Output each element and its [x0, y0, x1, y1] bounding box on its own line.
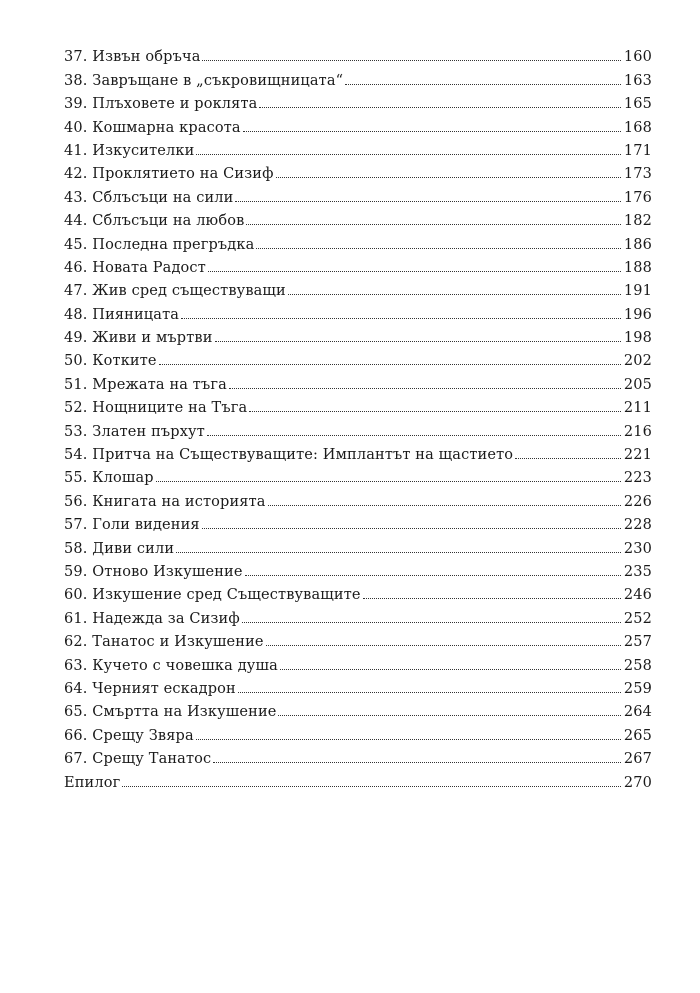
toc-entry — [64, 650, 652, 673]
toc-entry-title: 57. Голи видения — [64, 517, 200, 534]
toc-entry-title: 55. Клошар — [64, 470, 154, 487]
dot-leader — [245, 575, 621, 576]
toc-entry-page-number: 191 — [623, 283, 652, 300]
dot-leader — [256, 248, 620, 249]
toc-entry-title: Епилог — [64, 774, 121, 791]
toc-entry-page-number: 163 — [623, 72, 652, 89]
toc-entry-title: 53. Златен пърхут — [64, 423, 205, 440]
toc-entry — [64, 206, 652, 229]
toc-entry-page-number: 270 — [623, 774, 652, 791]
toc-entry-title: 64. Черният ескадрон — [64, 680, 236, 697]
toc-entry-title: 46. Новата Радост — [64, 259, 206, 276]
toc-entry-page-number: 202 — [623, 353, 652, 370]
toc-entry-page-number: 182 — [623, 213, 652, 230]
toc-entry-title: 60. Изкушение сред Съществуващите — [64, 587, 361, 604]
toc-entry-title: 63. Кучето с човешка душа — [64, 657, 278, 674]
toc-entry — [64, 580, 652, 603]
dot-leader — [276, 177, 621, 178]
toc-entry-page-number: 265 — [623, 727, 652, 744]
toc-entry-page-number: 188 — [623, 259, 652, 276]
toc-entry-page-number: 252 — [623, 610, 652, 627]
dot-leader — [363, 598, 621, 599]
toc-entry — [64, 744, 652, 767]
dot-leader — [207, 435, 621, 436]
toc-entry-page-number: 264 — [623, 704, 652, 721]
toc-entry-page-number: 173 — [623, 166, 652, 183]
toc-entry-page-number: 198 — [623, 330, 652, 347]
toc-entry — [64, 533, 652, 556]
toc-entry — [64, 112, 652, 135]
toc-entry-title: 44. Сблъсъци на любов — [64, 213, 245, 230]
dot-leader — [196, 154, 620, 155]
toc-entry-page-number: 171 — [623, 142, 652, 159]
toc-entry — [64, 510, 652, 533]
toc-entry-page-number: 168 — [623, 119, 652, 136]
toc-entry — [64, 486, 652, 509]
toc-entry-title: 47. Жив сред съществуващи — [64, 283, 286, 300]
toc-entry — [64, 369, 652, 392]
toc-entry-page-number: 267 — [623, 751, 652, 768]
toc-entry — [64, 182, 652, 205]
dot-leader — [235, 201, 620, 202]
dot-leader — [213, 762, 621, 763]
dot-leader — [246, 224, 620, 225]
toc-entry-page-number: 211 — [623, 400, 652, 417]
toc-entry-title: 42. Проклятието на Сизиф — [64, 166, 274, 183]
toc-entry — [64, 720, 652, 743]
dot-leader — [259, 107, 620, 108]
dot-leader — [215, 341, 621, 342]
toc-entry-page-number: 221 — [623, 447, 652, 464]
dot-leader — [243, 131, 621, 132]
dot-leader — [249, 411, 621, 412]
dot-leader — [156, 481, 621, 482]
dot-leader — [345, 84, 621, 85]
toc-entry-title: 39. Плъховете и роклята — [64, 96, 258, 113]
toc-entry — [64, 440, 652, 463]
toc-entry-page-number: 257 — [623, 634, 652, 651]
dot-leader — [122, 786, 621, 787]
dot-leader — [280, 669, 621, 670]
toc-entry-title: 48. Пияницата — [64, 306, 180, 323]
toc-entry-title: 49. Живи и мъртви — [64, 330, 213, 347]
toc-entry — [64, 42, 652, 65]
toc-entry-title: 52. Нощниците на Тъга — [64, 400, 248, 417]
toc-entry-page-number: 186 — [623, 236, 652, 253]
toc-entry-page-number: 246 — [623, 587, 652, 604]
toc-entry — [64, 229, 652, 252]
toc-entry-title: 58. Диви сили — [64, 540, 175, 557]
dot-leader — [202, 528, 621, 529]
toc-entry-title: 65. Смъртта на Изкушение — [64, 704, 277, 721]
toc-entry-page-number: 259 — [623, 680, 652, 697]
toc-entry — [64, 463, 652, 486]
dot-leader — [266, 645, 621, 646]
toc-entry-page-number: 228 — [623, 517, 652, 534]
toc-entry-page-number: 226 — [623, 493, 652, 510]
dot-leader — [288, 294, 621, 295]
toc-entry-title: 61. Надежда за Сизиф — [64, 610, 240, 627]
toc-entry — [64, 65, 652, 88]
toc-entry-page-number: 216 — [623, 423, 652, 440]
toc-entry-page-number: 165 — [623, 96, 652, 113]
dot-leader — [208, 271, 621, 272]
dot-leader — [176, 552, 621, 553]
toc-entry-title: 54. Притча на Съществуващите: Имплантът на щастието — [64, 447, 514, 464]
toc-entry-page-number: 205 — [623, 376, 652, 393]
toc-entry-page-number: 176 — [623, 189, 652, 206]
toc-entry — [64, 276, 652, 299]
toc-entry-title: 67. Срещу Танатос — [64, 751, 212, 768]
toc-entry-title: 56. Книгата на историята — [64, 493, 266, 510]
dot-leader — [229, 388, 621, 389]
toc-entry — [64, 346, 652, 369]
toc-entry-page-number: 258 — [623, 657, 652, 674]
dot-leader — [196, 739, 621, 740]
toc-entry — [64, 136, 652, 159]
dot-leader — [515, 458, 621, 459]
toc-entry — [64, 674, 652, 697]
toc-entry — [64, 253, 652, 276]
toc-entry — [64, 697, 652, 720]
toc-entry-title: 37. Извън обръча — [64, 49, 201, 66]
toc-entry — [64, 557, 652, 580]
toc-entry-title: 62. Танатос и Изкушение — [64, 634, 264, 651]
toc-entry-title: 45. Последна прегръдка — [64, 236, 255, 253]
toc-entry-page-number: 223 — [623, 470, 652, 487]
dot-leader — [202, 60, 620, 61]
toc-entry — [64, 89, 652, 112]
dot-leader — [278, 715, 620, 716]
toc-entry-page-number: 160 — [623, 49, 652, 66]
toc-entry — [64, 767, 652, 790]
toc-entry — [64, 627, 652, 650]
toc-entry-title: 51. Мрежата на тъга — [64, 376, 227, 393]
toc-entry-title: 40. Кошмарна красота — [64, 119, 241, 136]
dot-leader — [238, 692, 621, 693]
toc-entry — [64, 323, 652, 346]
toc-entry-page-number: 230 — [623, 540, 652, 557]
toc-entry — [64, 416, 652, 439]
dot-leader — [268, 505, 621, 506]
dot-leader — [159, 364, 621, 365]
dot-leader — [242, 622, 621, 623]
toc-entry-page-number: 196 — [623, 306, 652, 323]
toc-entry-title: 50. Котките — [64, 353, 157, 370]
table-of-contents — [64, 42, 652, 791]
toc-entry-page-number: 235 — [623, 563, 652, 580]
toc-entry-title: 41. Изкусителки — [64, 142, 195, 159]
toc-entry-title: 66. Срещу Звяра — [64, 727, 194, 744]
toc-entry-title: 43. Сблъсъци на сили — [64, 189, 234, 206]
dot-leader — [181, 318, 621, 319]
toc-entry — [64, 159, 652, 182]
toc-entry-title: 59. Отново Изкушение — [64, 563, 243, 580]
toc-entry — [64, 299, 652, 322]
toc-entry — [64, 603, 652, 626]
toc-entry-title: 38. Завръщане в „съкровищницата“ — [64, 72, 344, 89]
toc-entry — [64, 393, 652, 416]
